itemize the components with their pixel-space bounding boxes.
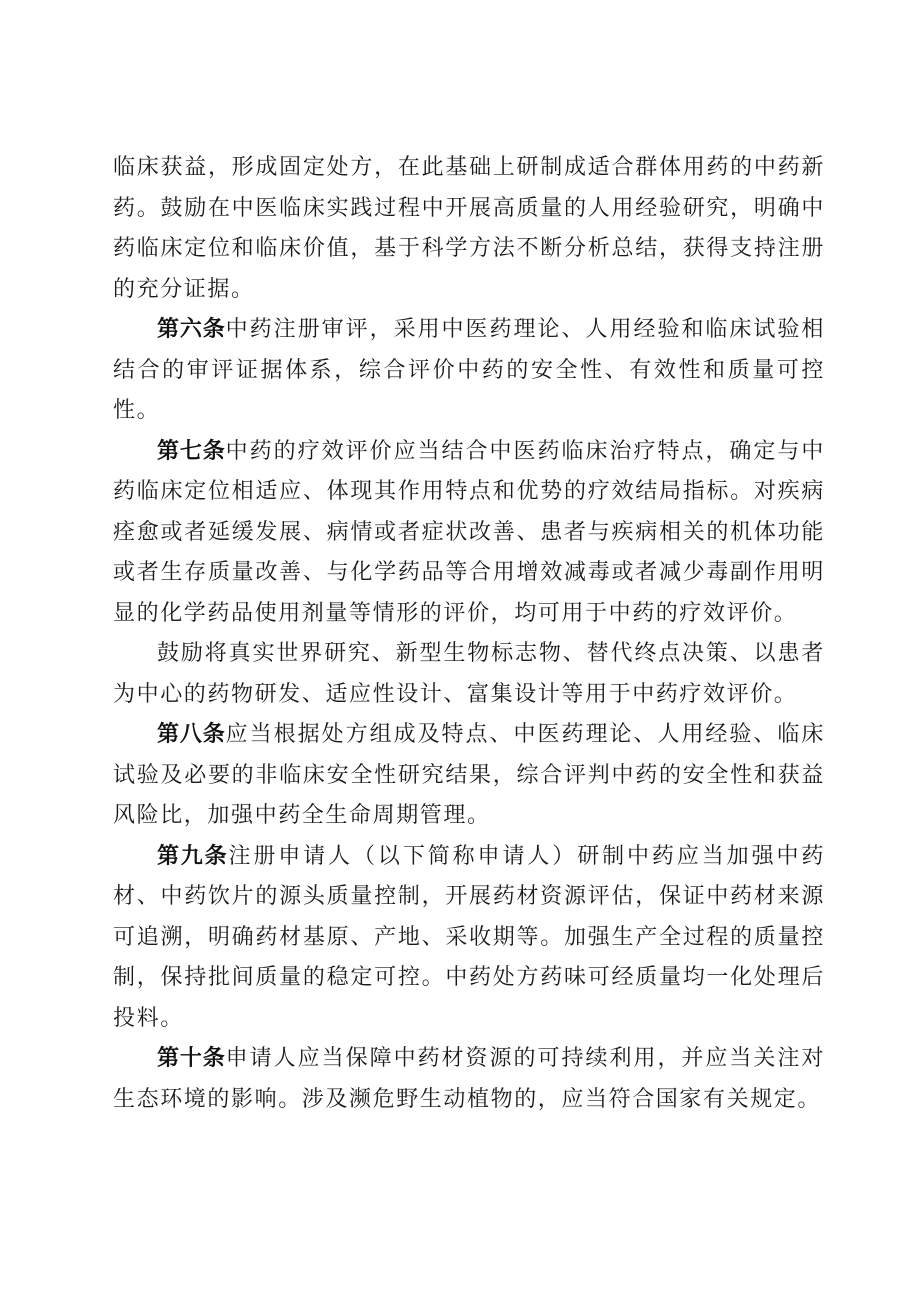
- paragraph-text: 中药的疗效评价应当结合中医药临床治疗特点，确定与中药临床定位相适应、体现其作用特点和优势的疗效结局指标。对疾病痊愈或者延缓发展、病情或者症状改善、患者与疾病相关的机体功能或者生存质量改善、与化学药品等合用增效减毒或者减少毒副作用明显的化学药品使用剂量等情形的评价，均可用于中药的疗效评价。: [113, 438, 825, 626]
- article-8-paragraph: [113, 715, 825, 837]
- article-10-paragraph: [113, 1039, 825, 1120]
- paragraph-text: 中药注册审评，采用中医药理论、人用经验和临床试验相结合的审评证据体系，综合评价中药的安全性、有效性和质量可控性。: [113, 317, 825, 423]
- article-number: 第八条: [157, 722, 226, 747]
- article-number: 第九条: [157, 843, 229, 869]
- article-number: 第六条: [157, 317, 226, 342]
- paragraph-continuation: [113, 148, 825, 310]
- article-7-paragraph: [113, 432, 825, 635]
- article-6-paragraph: [113, 310, 825, 432]
- paragraph-text: 应当根据处方组成及特点、中医药理论、人用经验、临床试验及必要的非临床安全性研究结果，综合评判中药的安全性和获益风险比，加强中药全生命周期管理。: [113, 722, 825, 828]
- paragraph-text: 注册申请人（以下简称申请人）研制中药应当加强中药材、中药饮片的源头质量控制，开展药材资源评估，保证中药材来源可追溯，明确药材基原、产地、采收期等。加强生产全过程的质量控制，保持批间质量的稳定可控。中药处方药味可经质量均一化处理后投料。: [113, 843, 825, 1031]
- paragraph-text: 鼓励将真实世界研究、新型生物标志物、替代终点决策、以患者为中心的药物研发、适应性设计、富集设计等用于中药疗效评价。: [113, 641, 825, 707]
- paragraph-text: 申请人应当保障中药材资源的可持续利用，并应当关注对生态环境的影响。涉及濒危野生动植物的，应当符合国家有关规定。: [113, 1046, 825, 1112]
- document-body: [113, 148, 825, 1120]
- article-9-paragraph: [113, 837, 825, 1040]
- article-number: 第七条: [157, 438, 226, 464]
- article-7-second-paragraph: [113, 634, 825, 715]
- paragraph-text: 临床获益，形成固定处方，在此基础上研制成适合群体用药的中药新药。鼓励在中医临床实践过程中开展高质量的人用经验研究，明确中药临床定位和临床价值，基于科学方法不断分析总结，获得支持注册的充分证据。: [113, 155, 825, 302]
- article-number: 第十条: [157, 1046, 226, 1071]
